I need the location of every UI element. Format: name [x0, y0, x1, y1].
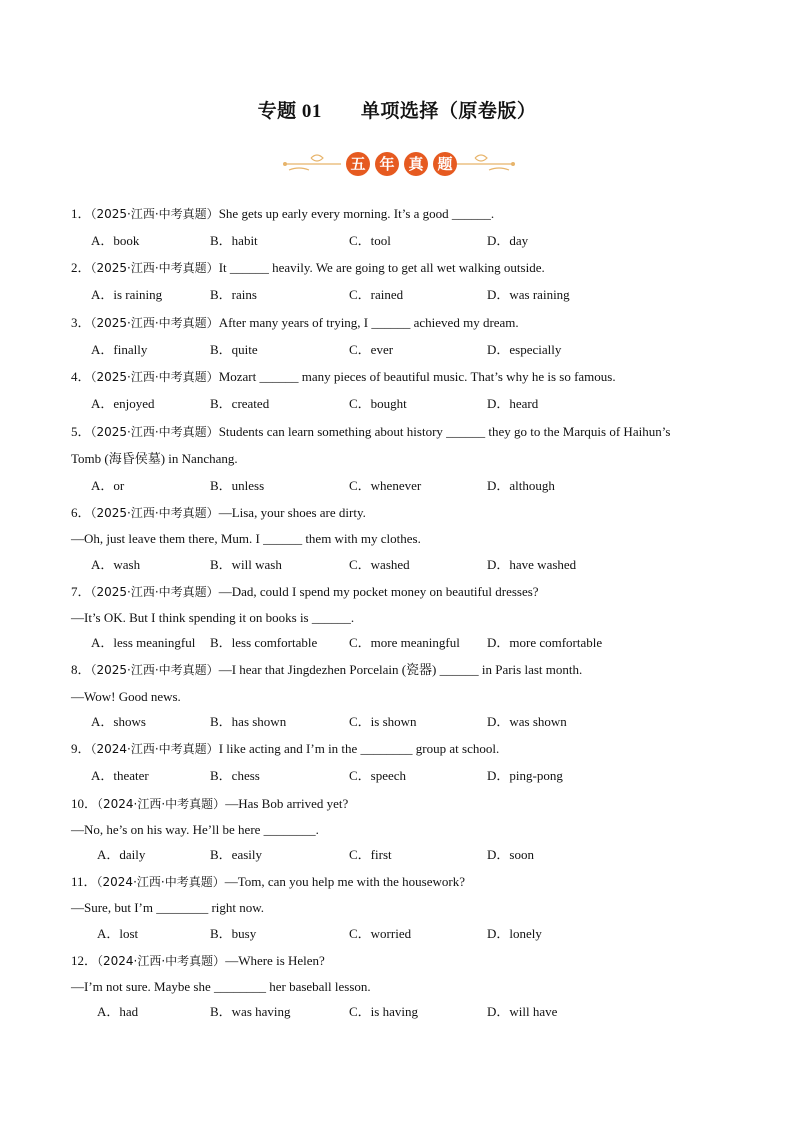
option-d: D．lonely	[487, 926, 542, 941]
question-text: Students can learn something about history ______ they go to the Marquis of Haihun’s	[218, 424, 671, 439]
question-number: 2．	[71, 260, 91, 275]
option-c: C．bought	[349, 396, 407, 411]
option-d: D．was raining	[487, 287, 570, 302]
option-d: D．will have	[487, 1004, 558, 1019]
option-c: C．is having	[349, 1004, 418, 1019]
option-a: A．wash	[91, 557, 141, 572]
question-stem	[71, 662, 582, 678]
option-c: C．tool	[349, 233, 391, 248]
option-b: B．created	[210, 396, 270, 411]
option-row	[91, 342, 731, 358]
option-c: C．is shown	[349, 714, 417, 729]
question-stem	[71, 315, 519, 331]
option-d: D．soon	[487, 847, 534, 862]
question-number: 12．	[71, 953, 98, 968]
option-a: A．less meaningful	[91, 635, 196, 650]
question-text: It ______ heavily. We are going to get all wet walking outside.	[218, 260, 545, 275]
question-stem	[71, 505, 366, 521]
question-stem	[71, 874, 465, 890]
question-source: （2025·江西·中考真题）	[90, 316, 219, 330]
option-a: A．or	[91, 478, 125, 493]
option-b: B．rains	[210, 287, 257, 302]
question-stem	[71, 260, 545, 276]
question-continuation: Tomb (海昏侯墓) in Nanchang.	[71, 451, 238, 466]
question-text: —I hear that Jingdezhen Porcelain (瓷器) ______ in Paris last month.	[218, 662, 583, 677]
option-d: D．more comfortable	[487, 635, 603, 650]
option-row	[91, 557, 731, 573]
option-b: B．quite	[210, 342, 258, 357]
question-stem	[71, 206, 494, 222]
question-number: 11．	[71, 874, 97, 889]
page-title: 专题 01 单项选择（原卷版）	[257, 101, 537, 122]
question-number: 6．	[71, 505, 91, 520]
option-row	[91, 768, 731, 784]
option-b: B．was having	[210, 1004, 291, 1019]
option-c: C．ever	[349, 342, 394, 357]
question-text: —Lisa, your shoes are dirty.	[218, 505, 366, 520]
question-source: （2025·江西·中考真题）	[90, 506, 219, 520]
question-continuation: —Sure, but I’m ________ right now.	[71, 900, 265, 915]
question-continuation: —Wow! Good news.	[71, 689, 181, 704]
question-source: （2024·江西·中考真题）	[90, 742, 219, 756]
option-row	[91, 233, 731, 249]
question-number: 5．	[71, 424, 91, 439]
option-b: B．easily	[210, 847, 262, 862]
option-b: B．less comfortable	[210, 635, 318, 650]
question-text: —Dad, could I spend my pocket money on beautiful dresses?	[218, 584, 539, 599]
question-source: （2025·江西·中考真题）	[90, 663, 219, 677]
question-number: 4．	[71, 369, 91, 384]
option-a: A．had	[97, 1004, 139, 1019]
option-b: B．habit	[210, 233, 258, 248]
question-source: （2024·江西·中考真题）	[97, 797, 226, 811]
question-number: 8．	[71, 662, 91, 677]
option-row	[91, 396, 731, 412]
option-c: C．whenever	[349, 478, 422, 493]
option-c: C．first	[349, 847, 392, 862]
question-number: 3．	[71, 315, 91, 330]
question-source: （2024·江西·中考真题）	[96, 875, 225, 889]
question-number: 7．	[71, 584, 91, 599]
option-b: B．busy	[210, 926, 257, 941]
option-a: A．shows	[91, 714, 146, 729]
option-row	[91, 287, 731, 303]
question-number: 9．	[71, 741, 91, 756]
question-text: Mozart ______ many pieces of beautiful music. That’s why he is so famous.	[218, 369, 616, 384]
option-d: D．have washed	[487, 557, 577, 572]
question-stem	[71, 796, 348, 812]
option-c: C．worried	[349, 926, 412, 941]
option-row	[97, 1004, 737, 1020]
question-source: （2025·江西·中考真题）	[90, 425, 219, 439]
option-row	[91, 478, 731, 494]
section-badge	[344, 148, 458, 180]
option-b: B．chess	[210, 768, 260, 783]
option-c: C．speech	[349, 768, 407, 783]
option-d: D．especially	[487, 342, 562, 357]
question-text: —Has Bob arrived yet?	[225, 796, 349, 811]
option-c: C．rained	[349, 287, 404, 302]
question-number: 1．	[71, 206, 91, 221]
question-source: （2025·江西·中考真题）	[90, 585, 219, 599]
option-b: B．will wash	[210, 557, 282, 572]
question-stem	[71, 741, 499, 757]
question-source: （2025·江西·中考真题）	[90, 207, 219, 221]
option-row	[91, 714, 731, 730]
option-row	[97, 847, 737, 863]
option-d: D．although	[487, 478, 555, 493]
option-row	[97, 926, 737, 942]
option-row	[91, 635, 731, 651]
badge-char-3: 真	[404, 152, 428, 176]
option-c: C．more meaningful	[349, 635, 460, 650]
question-continuation: —Oh, just leave them there, Mum. I ______ them with my clothes.	[71, 531, 421, 546]
option-d: D．heard	[487, 396, 539, 411]
question-number: 10．	[71, 796, 98, 811]
option-b: B．has shown	[210, 714, 287, 729]
question-text: After many years of trying, I ______ achieved my dream.	[218, 315, 519, 330]
question-continuation: —I’m not sure. Maybe she ________ her baseball lesson.	[71, 979, 371, 994]
question-stem	[71, 953, 325, 969]
option-d: D．day	[487, 233, 529, 248]
question-continuation: —It’s OK. But I think spending it on books is ______.	[71, 610, 355, 625]
question-text: —Where is Helen?	[225, 953, 325, 968]
option-a: A．finally	[91, 342, 148, 357]
question-text: She gets up early every morning. It’s a good ______.	[218, 206, 495, 221]
option-d: D．was shown	[487, 714, 567, 729]
question-source: （2024·江西·中考真题）	[97, 954, 226, 968]
badge-char-2: 年	[375, 152, 399, 176]
option-a: A．theater	[91, 768, 149, 783]
option-a: A．is raining	[91, 287, 163, 302]
option-d: D．ping-pong	[487, 768, 563, 783]
question-source: （2025·江西·中考真题）	[90, 261, 219, 275]
question-continuation: —No, he’s on his way. He’ll be here ________.	[71, 822, 319, 837]
badge-char-1: 五	[346, 152, 370, 176]
question-stem	[71, 369, 616, 385]
option-a: A．book	[91, 233, 140, 248]
question-stem	[71, 424, 670, 440]
option-a: A．lost	[97, 926, 139, 941]
question-text: —Tom, can you help me with the housework?	[224, 874, 465, 889]
option-a: A．daily	[97, 847, 146, 862]
question-stem	[71, 584, 539, 600]
question-text: I like acting and I’m in the ________ group at school.	[218, 741, 500, 756]
badge-char-4: 题	[433, 152, 457, 176]
option-a: A．enjoyed	[91, 396, 155, 411]
question-source: （2025·江西·中考真题）	[90, 370, 219, 384]
option-c: C．washed	[349, 557, 410, 572]
option-b: B．unless	[210, 478, 265, 493]
